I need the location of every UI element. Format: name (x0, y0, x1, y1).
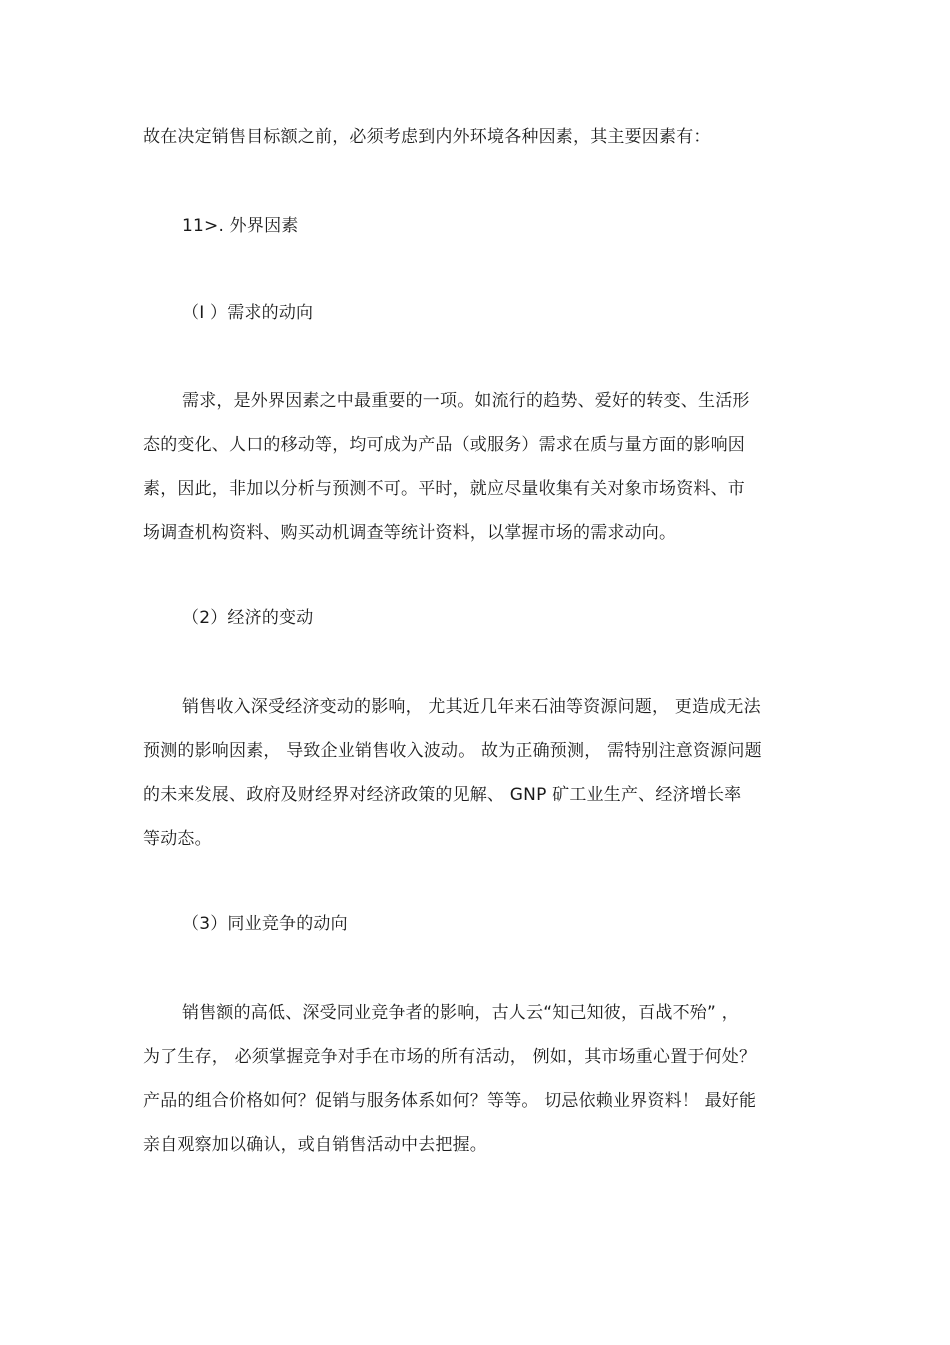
paragraph-line: 等动态。 (143, 829, 212, 849)
subsection-heading-economy: （2）经济的变动 (182, 608, 314, 628)
paragraph-line: 产品的组合价格如何？促销与服务体系如何？等等。 切忌依赖业界资料！ 最好能 (143, 1091, 757, 1111)
paragraph-line: 态的变化、人口的移动等，均可成为产品（或服务）需求在质与量方面的影响因 (143, 435, 745, 455)
paragraph-line: 场调查机构资料、购买动机调查等统计资料，以掌握市场的需求动向。 (143, 523, 677, 543)
paragraph-line: 需求，是外界因素之中最重要的一项。如流行的趋势、爱好的转变、生活形 (182, 391, 750, 411)
section-heading: 11>. 外界因素 (182, 216, 299, 236)
paragraph-line: 亲自观察加以确认，或自销售活动中去把握。 (143, 1135, 487, 1155)
paragraph-line: 销售收入深受经济变动的影响， 尤其近几年来石油等资源问题， 更造成无法 (182, 697, 761, 717)
paragraph-line: 销售额的高低、深受同业竞争者的影响，古人云“知己知彼，百战不殆” ， (182, 1003, 739, 1023)
paragraph-line: 素，因此，非加以分析与预测不可。平时，就应尽量收集有关对象市场资料、市 (143, 479, 745, 499)
paragraph-line: 的未来发展、政府及财经界对经济政策的见解、 GNP 矿工业生产、经济增长率 (143, 785, 742, 805)
subsection-heading-demand: （I ）需求的动向 (182, 303, 314, 323)
subsection-heading-competition: （3）同业竞争的动向 (182, 914, 348, 934)
intro-text: 故在决定销售目标额之前，必须考虑到内外环境各种因素，其主要因素有： (143, 127, 711, 147)
paragraph-line: 为了生存， 必须掌握竞争对手在市场的所有活动， 例如，其市场重心置于何处？ (143, 1047, 757, 1067)
paragraph-line: 预测的影响因素， 导致企业销售收入波动。 故为正确预测， 需特别注意资源问题 (143, 741, 762, 761)
